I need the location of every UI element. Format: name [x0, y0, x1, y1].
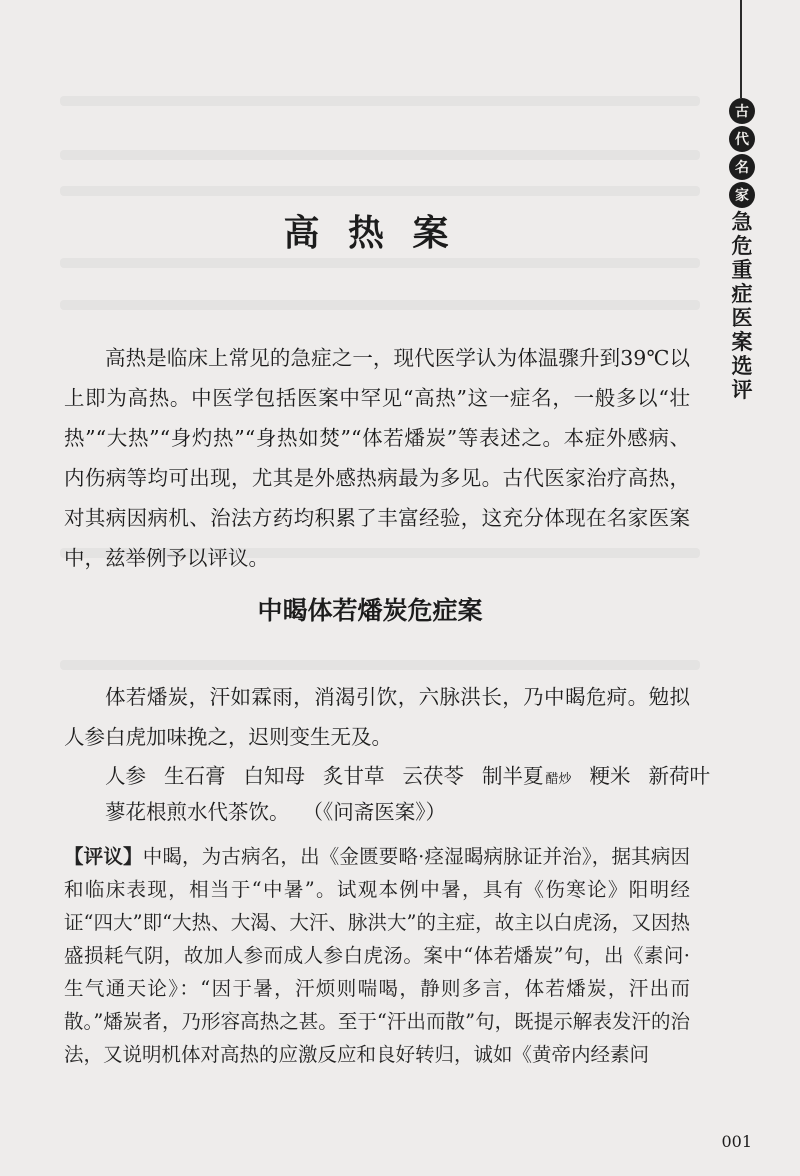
- title-char: 危: [731, 234, 753, 258]
- herb-list: [105, 760, 711, 796]
- prescription: [105, 760, 711, 828]
- herb-item: 新荷叶: [648, 764, 711, 788]
- herb-item: 制半夏 醋炒: [482, 764, 572, 788]
- title-badge: 家: [729, 182, 755, 208]
- title-char: 评: [731, 378, 753, 402]
- title-char: 急: [731, 210, 753, 234]
- herb-item: 人参: [105, 764, 146, 788]
- herb-item: 生石膏: [164, 764, 226, 788]
- herb-list-line2: [105, 796, 700, 828]
- section-title: 高 热 案: [283, 213, 457, 254]
- show-through-mark: [60, 300, 700, 310]
- title-badge: 名: [729, 154, 755, 180]
- commentary-label: 【评议】: [64, 845, 143, 868]
- show-through-mark: [60, 258, 700, 268]
- title-char: 重: [731, 258, 753, 282]
- intro-paragraph: 高热是临床上常见的急症之一，现代医学认为体温骤升到39℃以上即为高热。中医学包括医案中罕见“高热”这一症名，一般多以“壮热”“大热”“身灼热”“身热如焚”“体若燔炭”等表述之。本症外感病、内伤病等均可出现，尤其是外感热病最为多见。古代医家治疗高热，对其病因病机、治法方药均积累了丰富经验，这充分体现在名家医案中，兹举例予以评议。: [64, 346, 690, 570]
- herb-item: 云茯苓: [402, 764, 464, 788]
- case-record: 体若燔炭，汗如霖雨，消渴引饮，六脉洪长，乃中暍危疴。勉拟人参白虎加味挽之，迟则变生无及。: [64, 685, 690, 749]
- case-source: （《问斋医案》）: [302, 800, 447, 824]
- show-through-mark: [60, 186, 700, 196]
- page-number: 001: [721, 1132, 752, 1151]
- commentary: [64, 840, 690, 1071]
- title-badge: 代: [729, 126, 755, 152]
- title-char: 选: [731, 354, 753, 378]
- case-title: 中暍体若燔炭危症案: [257, 596, 483, 625]
- show-through-mark: [60, 96, 700, 106]
- herb-processing-note: 醋炒: [545, 772, 572, 787]
- side-rule: [740, 0, 742, 98]
- show-through-mark: [60, 660, 700, 670]
- herb-item: 白知母: [243, 764, 305, 788]
- decoction-instruction: 蓼花根煎水代茶饮。: [105, 800, 290, 824]
- title-char: 症: [731, 282, 753, 306]
- title-char: 案: [731, 330, 753, 354]
- commentary-text: 中暍，为古病名，出《金匮要略·痉湿暍病脉证并治》，据其病因和临床表现，相当于“中暑”。试观本例中暑，具有《伤寒论》阳明经证“四大”即“大热、大渴、大汗、脉洪大”的主症，故主以白虎汤，又因热盛损耗气阴，故加人参而成人参白虎汤。案中“体若燔炭”句，出《素问·生气通天论》：“因于暑，汗烦则喘喝，静则多言，体若燔炭，汗出而散。”燔炭者，乃形容高热之甚。至于“汗出而散”句，既提示解表发汗的治法，又说明机体对高热的应激反应和良好转归，诚如《黄帝内经素问: [64, 845, 690, 1066]
- title-char: 医: [731, 306, 753, 330]
- herb-item: 炙甘草: [323, 764, 385, 788]
- show-through-mark: [60, 150, 700, 160]
- herb-item: 粳米: [589, 764, 631, 788]
- title-badge: 古: [729, 98, 755, 124]
